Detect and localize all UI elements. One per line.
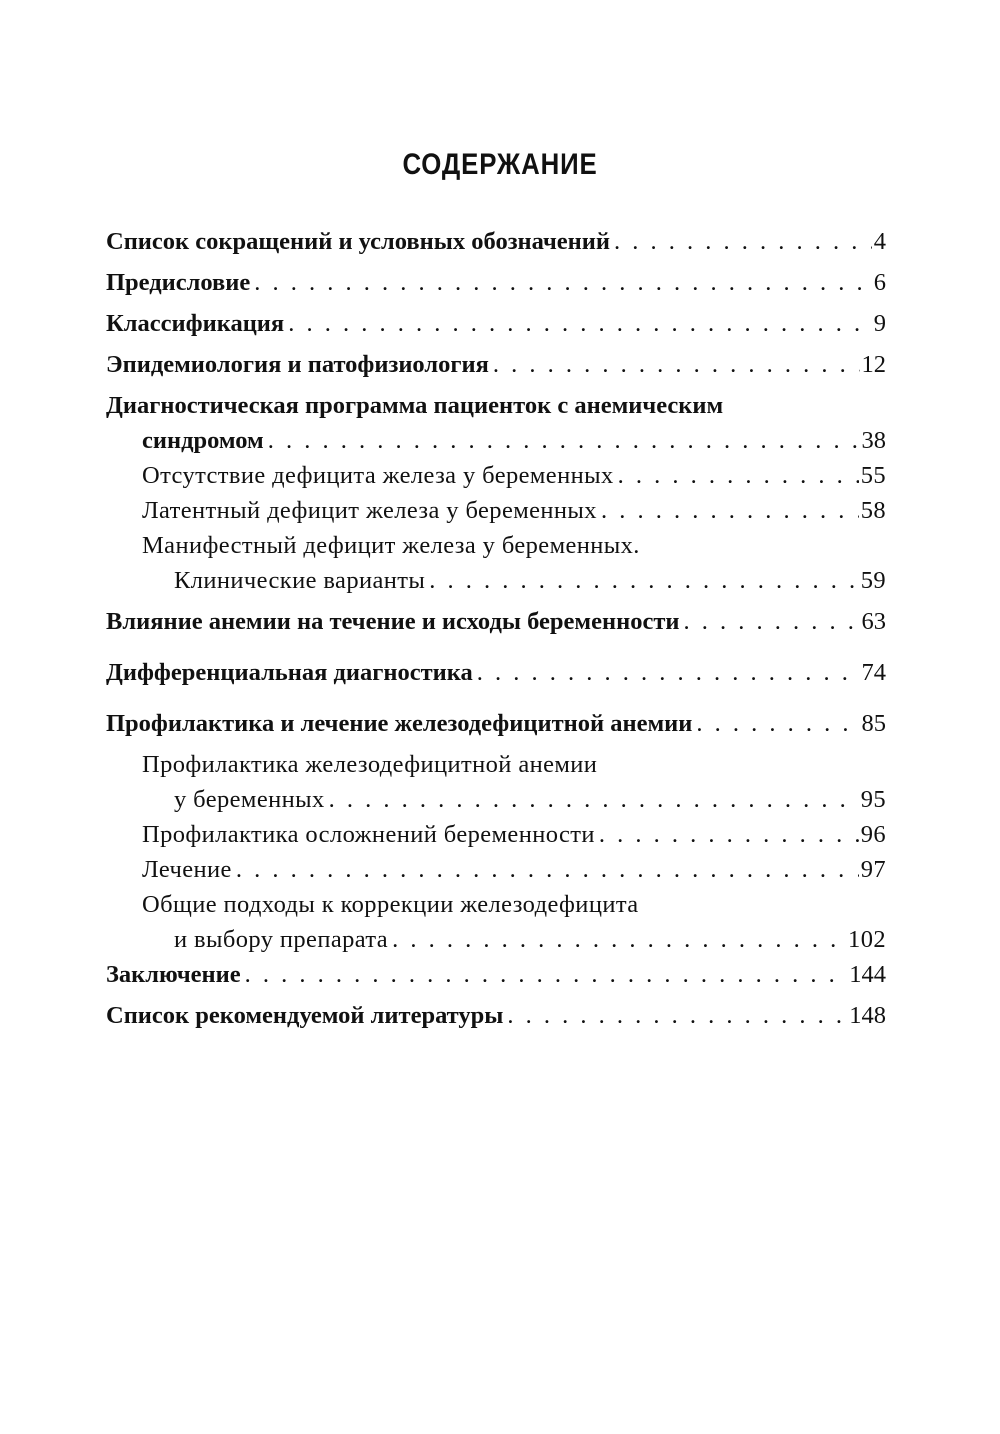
toc-entry-label: Дифференциальная диагностика — [106, 659, 473, 686]
toc-entry-label: Профилактика осложнений беременности — [142, 821, 595, 848]
toc-page-number: 58 — [860, 497, 886, 524]
dot-leader — [683, 604, 859, 639]
dot-leader — [329, 782, 859, 817]
toc-page-number: 144 — [849, 961, 886, 988]
toc-page-number: 12 — [861, 351, 886, 378]
toc-page-number: 95 — [860, 786, 886, 813]
dot-leader — [254, 265, 872, 300]
toc-entry[interactable] — [106, 265, 886, 300]
table-of-contents — [106, 224, 886, 1033]
toc-entry-label: Предисловие — [106, 269, 251, 296]
toc-entry-label-line1: Профилактика железодефицитной анемии — [142, 751, 598, 778]
toc-entry-label-line1: Общие подходы к коррекции железодефицита — [142, 891, 639, 918]
toc-page-number: 6 — [873, 269, 886, 296]
toc-entry-label-line1: Манифестный дефицит железа у беременных. — [142, 532, 640, 559]
toc-subentry[interactable] — [106, 528, 886, 598]
dot-leader — [477, 655, 860, 690]
toc-entry[interactable] — [106, 347, 886, 382]
toc-entry-label: Влияние анемии на течение и исходы беременности — [106, 608, 680, 635]
toc-entry-label: Список рекомендуемой литературы — [106, 1002, 504, 1029]
toc-entry-label-line1: Диагностическая программа пациенток с анемическим — [106, 392, 724, 419]
toc-entry[interactable] — [106, 706, 886, 741]
toc-entry-label: Классификация — [106, 310, 285, 337]
toc-subentry[interactable] — [106, 817, 886, 852]
toc-subentry[interactable] — [106, 458, 886, 493]
dot-leader — [236, 852, 859, 887]
dot-leader — [614, 224, 872, 259]
dot-leader — [507, 998, 847, 1033]
dot-leader — [429, 563, 858, 598]
toc-page-number: 9 — [873, 310, 886, 337]
toc-entry[interactable] — [106, 655, 886, 690]
toc-subentry[interactable] — [106, 747, 886, 817]
toc-subentry[interactable] — [106, 887, 886, 957]
toc-entry-label: Латентный дефицит железа у беременных — [142, 497, 597, 524]
toc-entry-label: Лечение — [142, 856, 232, 883]
toc-entry-label: Заключение — [106, 961, 241, 988]
toc-page-number: 97 — [860, 856, 886, 883]
toc-entry-label-line2: и выбору препарата — [174, 926, 389, 953]
toc-entry[interactable] — [106, 224, 886, 259]
toc-entry[interactable] — [106, 604, 886, 639]
toc-subentry[interactable] — [106, 852, 886, 887]
toc-entry-label-line2: синдромом — [142, 427, 264, 454]
toc-entry-label-line2: Клинические варианты — [174, 567, 426, 594]
dot-leader — [599, 817, 859, 852]
dot-leader — [245, 957, 848, 992]
toc-page-number: 59 — [860, 567, 886, 594]
toc-page-number: 55 — [860, 462, 886, 489]
toc-entry-label-line2: у беременных — [174, 786, 325, 813]
toc-page-number: 4 — [873, 228, 886, 255]
toc-page-number: 96 — [860, 821, 886, 848]
toc-page-number: 148 — [849, 1002, 886, 1029]
toc-page-number: 63 — [861, 608, 886, 635]
toc-entry-label: Профилактика и лечение железодефицитной анемии — [106, 710, 693, 737]
dot-leader — [268, 423, 860, 458]
toc-entry[interactable] — [106, 998, 886, 1033]
dot-leader — [493, 347, 860, 382]
toc-entry-label: Отсутствие дефицита железа у беременных — [142, 462, 614, 489]
toc-subentry[interactable] — [106, 493, 886, 528]
toc-entry[interactable] — [106, 306, 886, 341]
dot-leader — [618, 458, 859, 493]
toc-entry[interactable] — [106, 957, 886, 992]
toc-page-number: 85 — [861, 710, 886, 737]
toc-page-number: 102 — [848, 926, 886, 953]
toc-entry-label: Список сокращений и условных обозначений — [106, 228, 610, 255]
dot-leader — [601, 493, 859, 528]
toc-entry-label: Эпидемиология и патофизиология — [106, 351, 489, 378]
toc-entry[interactable] — [106, 388, 886, 458]
dot-leader — [392, 922, 846, 957]
page-title: СОДЕРЖАНИЕ — [402, 148, 598, 181]
dot-leader — [288, 306, 872, 341]
toc-page-number: 74 — [861, 659, 886, 686]
dot-leader — [696, 706, 859, 741]
toc-page-number: 38 — [861, 427, 886, 454]
